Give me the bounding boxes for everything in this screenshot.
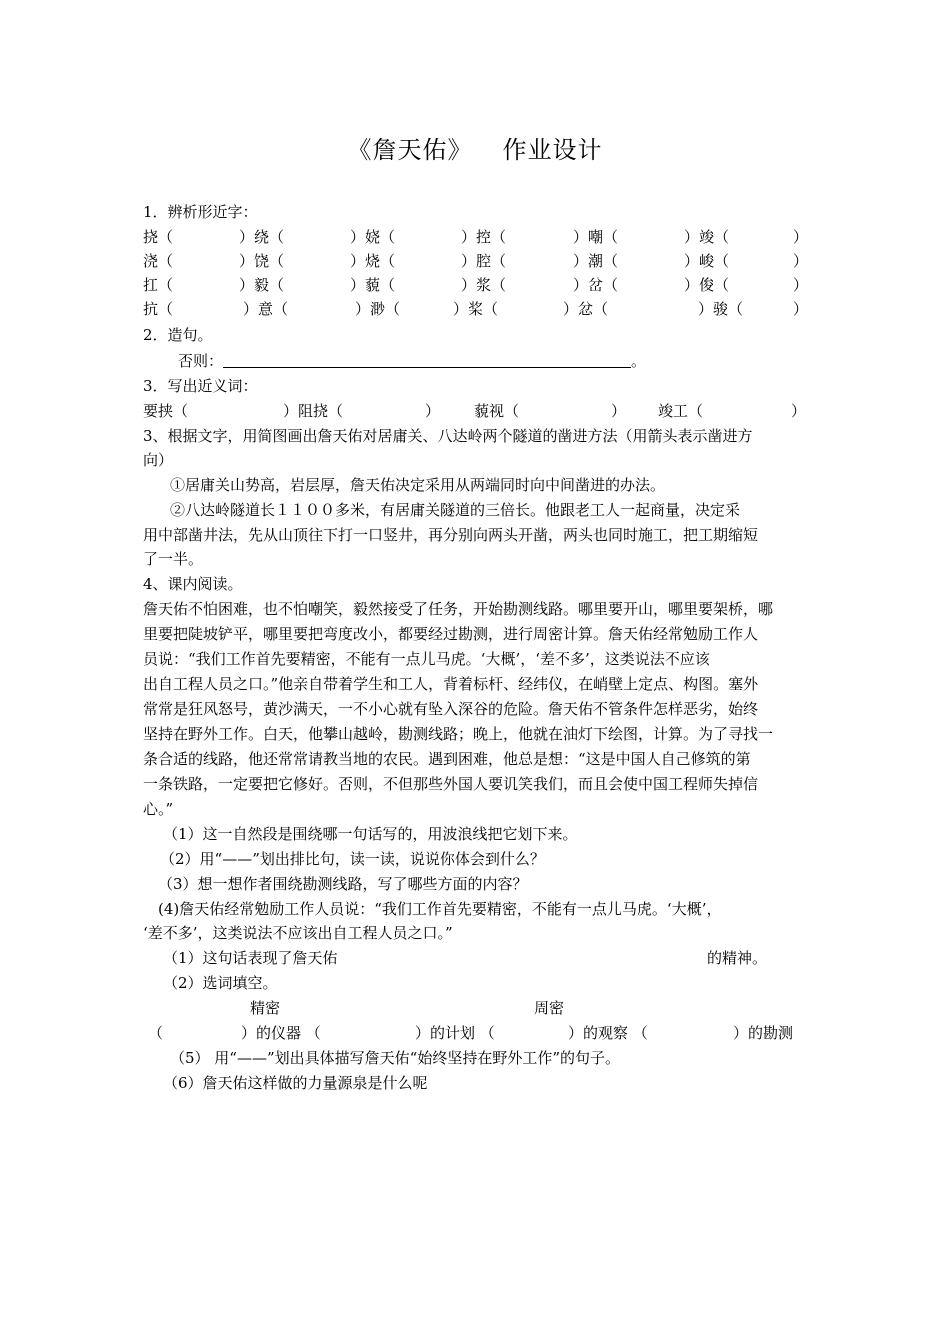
- passage-line: 员说：“我们工作首先要精密，不能有一点儿马虎。‘大概’，‘差不多’，这类说法不应该: [143, 650, 710, 668]
- q1-cell: ）俊（: [684, 276, 730, 294]
- q1-cell: ）潮（: [573, 252, 619, 270]
- fill-blank[interactable]: ）的仪器 （: [241, 1024, 321, 1042]
- q1-cell: ）藐（: [350, 276, 396, 294]
- passage-line: 坚持在野外工作。白天，他攀山越岭，勘测线路；晚上，他就在油灯下绘图，计算。为了寻找一: [143, 725, 774, 743]
- q4-sub-3: （3）想一想作者围绕勘测线路，写了哪些方面的内容？: [158, 875, 528, 893]
- q1-cell: ）: [793, 276, 809, 294]
- q1-cell: ）: [793, 228, 809, 246]
- q1-row: [143, 297, 813, 321]
- q1-row: [143, 273, 813, 297]
- q1-cell: ）渺（: [355, 300, 401, 318]
- q3-heading: 3．写出近义词：: [143, 377, 258, 395]
- passage-line: 条合适的线路，他还常常请教当地的农民。遇到困难，他总是想：“这是中国人自己修筑的第: [143, 750, 751, 768]
- q1-cell: 浇（: [143, 252, 174, 270]
- q1-cell: ）竣（: [684, 228, 730, 246]
- q2-sentence: [178, 349, 848, 373]
- q3-item: ）阻挠（: [283, 402, 344, 420]
- page-title: [0, 130, 950, 165]
- q3b-heading: 3、根据文字，用简图画出詹天佑对居庸关、八达岭两个隧道的凿进方法（用箭头表示凿进方: [143, 427, 753, 445]
- passage-line: 詹天佑不怕困难，也不怕嘲笑，毅然接受了任务，开始勘测线路。哪里要开山，哪里要架桥，哪: [143, 600, 774, 618]
- q1-cell: ）忿（: [563, 300, 609, 318]
- q1-cell: ）毅（: [239, 276, 285, 294]
- q1-cell: ）腔（: [461, 252, 507, 270]
- q4-sub-1: （1）这一自然段是围绕哪一句话写的，用波浪线把它划下来。: [163, 825, 578, 843]
- fill-blank[interactable]: ）的观察 （: [568, 1024, 648, 1042]
- q1-cell: ）骏（: [698, 300, 744, 318]
- q3-item: 要挟（: [143, 402, 189, 420]
- q1-cell: ）饶（: [239, 252, 285, 270]
- q4-heading: 4、课内阅读。: [143, 575, 243, 593]
- answer-blank[interactable]: [223, 351, 631, 368]
- q1-row: [143, 249, 813, 273]
- q4-sub-4-1-end: 的精神。: [707, 949, 768, 967]
- q4-sub-4-2: （2）选词填空。: [163, 974, 278, 992]
- q1-heading: 1．辨析形近字：: [143, 203, 258, 221]
- word-option: 周密: [534, 999, 565, 1017]
- title-main: 《詹天佑》: [347, 136, 473, 164]
- q2-end: 。: [631, 352, 647, 370]
- q3-row: [143, 399, 813, 423]
- q4-sub-4-cont: ‘差不多’，这类说法不应该出自工程人员之口。”: [143, 924, 453, 942]
- fill-blank[interactable]: （: [148, 1024, 164, 1042]
- q1-cell: ）: [793, 300, 809, 318]
- q1-cell: 扛（: [143, 276, 174, 294]
- title-sub: 作业设计: [502, 136, 603, 164]
- q3-item: ）: [611, 402, 627, 420]
- q1-cell: 抗（: [143, 300, 174, 318]
- q1-cell: ）嘲（: [573, 228, 619, 246]
- q1-cell: ）意（: [243, 300, 289, 318]
- q1-row: [143, 225, 813, 249]
- passage-line: 心。”: [143, 800, 174, 818]
- q1-cell: ）岔（: [573, 276, 619, 294]
- q2-heading: 2．造句。: [143, 326, 213, 344]
- q2-prompt: 否则：: [178, 352, 224, 370]
- q1-cell: ）控（: [461, 228, 507, 246]
- q1-cell: ）绕（: [239, 228, 285, 246]
- q3b-item-1: ①居庸关山势高，岩层厚，詹天佑决定采用从两端同时向中间凿进的办法。: [170, 476, 666, 494]
- q1-cell: ）桨（: [453, 300, 499, 318]
- q3-item: ）: [425, 402, 441, 420]
- passage-line: 常常是狂风怒号，黄沙满天，一不小心就有坠入深谷的危险。詹天佑不管条件怎样恶劣，始终: [143, 700, 759, 718]
- fill-items: [143, 1021, 813, 1045]
- q3-item: 竣工（: [658, 402, 704, 420]
- q1-cell: ）: [793, 252, 809, 270]
- passage-line: 出自工程人员之口。”他亲自带着学生和工人，背着标杆、经纬仪，在峭壁上定点、构图。塞外: [143, 675, 759, 693]
- passage-line: 里要把陡坡铲平，哪里要把弯度改小，都要经过勘测，进行周密计算。詹天佑经常勉励工作人: [143, 625, 759, 643]
- q4-sub-4: (4)詹天佑经常勉励工作人员说：“我们工作首先要精密，不能有一点儿马虎。‘大概’，: [158, 900, 722, 918]
- fill-blank[interactable]: ）的勘测: [733, 1024, 794, 1042]
- q1-cell: ）浆（: [461, 276, 507, 294]
- q4-sub-2: （2）用“——”划出排比句，读一读，说说你体会到什么？: [160, 850, 545, 868]
- q1-cell: ）烧（: [350, 252, 396, 270]
- q1-cell: ）娆（: [350, 228, 396, 246]
- q4-sub-4-1: （1）这句话表现了詹天佑: [163, 949, 338, 967]
- fill-blank[interactable]: ）的计划 （: [415, 1024, 495, 1042]
- q3b-item-2-cont: 用中部凿井法，先从山顶往下打一口竖井，再分别向两头开凿，两头也同时施工，把工期缩短: [143, 526, 759, 544]
- q4-sub-6: （6）詹天佑这样做的力量源泉是什么呢: [163, 1074, 428, 1092]
- passage-line: 一条铁路，一定要把它修好。否则，不但那些外国人要讥笑我们，而且会使中国工程师失掉信: [143, 775, 759, 793]
- q1-cell: 挠（: [143, 228, 174, 246]
- q3b-item-2-cont: 了一半。: [143, 550, 204, 568]
- q1-cell: ）峻（: [684, 252, 730, 270]
- word-option: 精密: [250, 999, 281, 1017]
- q3-item: 藐视（: [474, 402, 520, 420]
- q3b-heading-cont: 向）: [143, 451, 174, 469]
- q4-sub-5: （5） 用“——”划出具体描写詹天佑“始终坚持在野外工作”的句子。: [170, 1049, 620, 1067]
- q3-item: ）: [791, 402, 807, 420]
- q3b-item-2: ②八达岭隧道长１１００多米，有居庸关隧道的三倍长。他跟老工人一起商量，决定采: [170, 501, 741, 519]
